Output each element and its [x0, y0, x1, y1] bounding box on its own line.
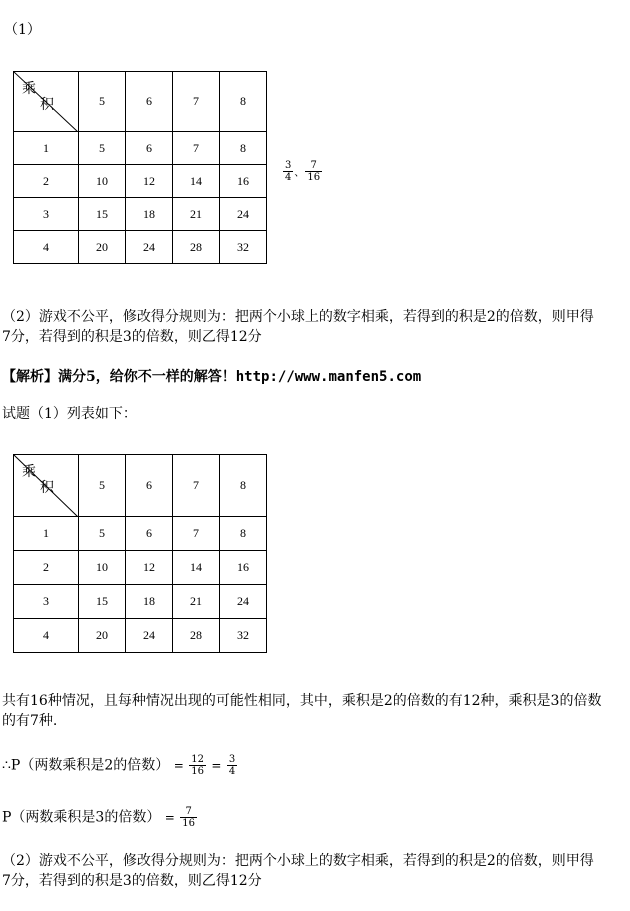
corner-label-bottom: 积 — [40, 97, 54, 113]
explain-line2: 的有7种. — [2, 713, 58, 729]
table-cell: 8 — [220, 517, 267, 551]
table-cell: 7 — [173, 132, 220, 165]
header-cell: 5 — [79, 72, 126, 132]
header-cell: 6 — [126, 72, 173, 132]
row-label: 4 — [14, 619, 79, 653]
row-label: 3 — [14, 198, 79, 231]
formula-2 — [2, 806, 198, 829]
header-cell: 7 — [173, 72, 220, 132]
separator: 、 — [294, 168, 305, 179]
header-cell: 5 — [79, 455, 126, 517]
header-cell: 7 — [173, 455, 220, 517]
table-cell: 24 — [220, 585, 267, 619]
answer1-fractions — [282, 160, 323, 183]
table-cell: 5 — [79, 132, 126, 165]
fraction: $\frac{7}{16}$ — [307, 160, 321, 183]
table-cell: 6 — [126, 132, 173, 165]
table-cell: 12 — [126, 551, 173, 585]
table-row — [14, 517, 267, 551]
table-cell: 24 — [220, 198, 267, 231]
corner-label-top: 乘 — [22, 81, 36, 97]
table-row — [14, 198, 267, 231]
part1-label: （1） — [4, 22, 41, 38]
row-label: 4 — [14, 231, 79, 264]
equals-sign: = — [164, 810, 175, 825]
table-cell: 10 — [79, 165, 126, 198]
equals-sign: = — [211, 758, 222, 773]
part2-repeat-line2: 7分，若得到的积是3的倍数，则乙得12分 — [2, 873, 262, 889]
table-cell: 24 — [126, 619, 173, 653]
fraction: $\frac{7}{16}$ — [182, 806, 196, 829]
header-cell: 8 — [220, 455, 267, 517]
table-cell: 10 — [79, 551, 126, 585]
table-cell: 24 — [126, 231, 173, 264]
part2-repeat-line1: （2）游戏不公平，修改得分规则为：把两个小球上的数字相乘，若得到的积是2的倍数，则甲得 — [2, 853, 594, 869]
table-corner-cell — [14, 455, 79, 517]
table-cell: 28 — [173, 619, 220, 653]
table-cell: 15 — [79, 198, 126, 231]
row-label: 2 — [14, 165, 79, 198]
trial-intro: 试题（1）列表如下： — [2, 406, 137, 422]
table-cell: 20 — [79, 231, 126, 264]
corner-label-bottom: 积 — [40, 480, 54, 496]
part2-line1: （2）游戏不公平，修改得分规则为：把两个小球上的数字相乘，若得到的积是2的倍数，则甲得 — [2, 309, 594, 325]
product-table-1 — [13, 71, 267, 264]
fraction: $\frac{12}{16}$ — [191, 754, 204, 777]
table-cell: 5 — [79, 517, 126, 551]
table-cell: 6 — [126, 517, 173, 551]
table-cell: 32 — [220, 231, 267, 264]
table-cell: 8 — [220, 132, 267, 165]
part2-line2: 7分，若得到的积是3的倍数，则乙得12分 — [2, 329, 262, 345]
fraction: $\frac{3}{4}$ — [228, 754, 236, 777]
table-cell: 21 — [173, 198, 220, 231]
table-row — [14, 585, 267, 619]
table-cell: 15 — [79, 585, 126, 619]
table-cell: 16 — [220, 165, 267, 198]
table-cell: 14 — [173, 165, 220, 198]
table-cell: 16 — [220, 551, 267, 585]
table-cell: 14 — [173, 551, 220, 585]
equals-sign: = — [173, 758, 184, 773]
header-cell: 6 — [126, 455, 173, 517]
analysis-header — [2, 367, 421, 387]
analysis-url: http://www.manfen5.com — [235, 369, 422, 385]
analysis-text: 满分5，给你不一样的解答！ — [58, 369, 236, 385]
table-cell: 21 — [173, 585, 220, 619]
table-corner-cell — [14, 72, 79, 132]
table-row — [14, 165, 267, 198]
table-cell: 28 — [173, 231, 220, 264]
table-cell: 18 — [126, 198, 173, 231]
row-label: 3 — [14, 585, 79, 619]
formula-1 — [2, 754, 238, 777]
header-cell: 8 — [220, 72, 267, 132]
corner-label-top: 乘 — [22, 464, 36, 480]
explain-line1: 共有16种情况，且每种情况出现的可能性相同，其中，乘积是2的倍数的有12种，乘积是3的倍数 — [2, 693, 602, 709]
table-row — [14, 132, 267, 165]
row-label: 1 — [14, 517, 79, 551]
table-row — [14, 619, 267, 653]
table-row — [14, 551, 267, 585]
table-cell: 7 — [173, 517, 220, 551]
table-row — [14, 231, 267, 264]
product-table-2 — [13, 454, 267, 653]
row-label: 2 — [14, 551, 79, 585]
table-cell: 20 — [79, 619, 126, 653]
analysis-bracket: 【解析】 — [2, 369, 58, 385]
table-cell: 12 — [126, 165, 173, 198]
formula-1-prefix: ∴P（两数乘积是2的倍数） — [2, 757, 170, 774]
formula-2-prefix: P（两数乘积是3的倍数） — [2, 809, 161, 826]
table-cell: 18 — [126, 585, 173, 619]
row-label: 1 — [14, 132, 79, 165]
table-cell: 32 — [220, 619, 267, 653]
fraction: $\frac{3}{4}$ — [285, 160, 292, 183]
